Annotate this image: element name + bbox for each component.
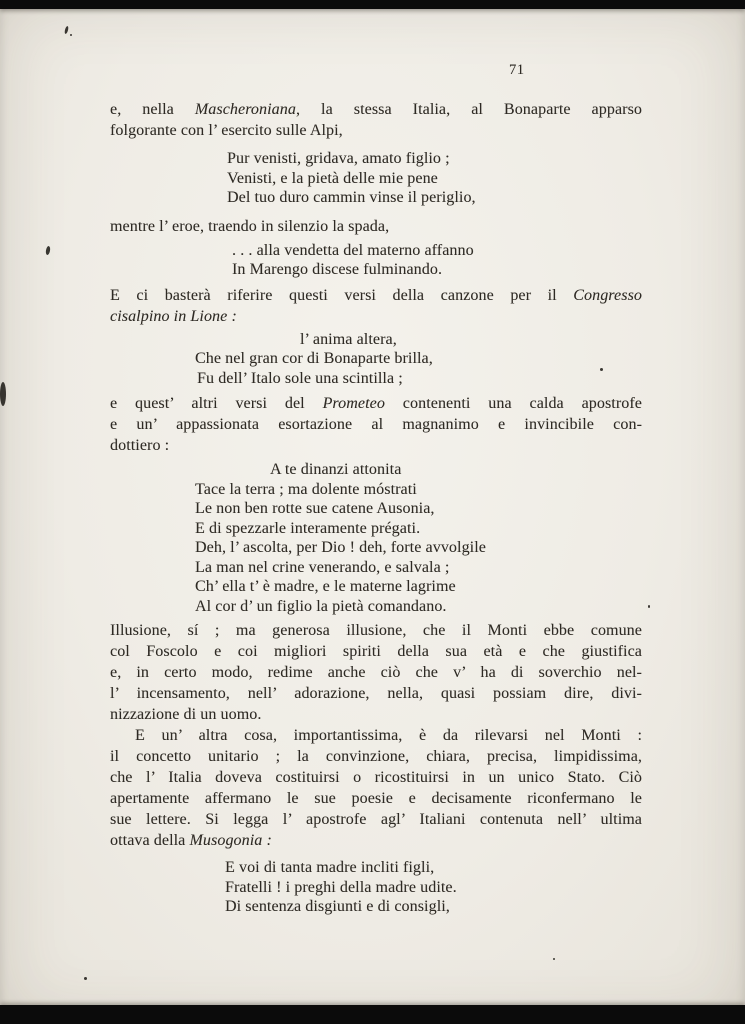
text-run: E un’ altra cosa, importantissima, è da rilevarsi nel Monti : xyxy=(135,727,642,744)
verse-line: Venisti, e la pietà delle mie pene xyxy=(227,169,438,187)
text-run: ottava della xyxy=(110,832,190,849)
text-run: che l’ Italia doveva costituirsi o ricostituirsi in un unico Stato. Ciò xyxy=(110,769,642,786)
verse-line: E voi di tanta madre incliti figli, xyxy=(225,859,435,876)
text-run: nizzazione di un uomo. xyxy=(110,706,262,723)
text-line xyxy=(110,620,642,641)
text-line xyxy=(110,414,642,435)
prose-paragraph xyxy=(110,620,642,725)
verse-line: Fu dell’ Italo sole una scintilla ; xyxy=(197,369,403,387)
verse-block xyxy=(110,241,642,280)
text-run: apertamente affermano le sue poesie e decisamente riconfermano le xyxy=(110,790,642,807)
scan-speck xyxy=(84,977,87,980)
verse-line: E di spezzarle interamente prégati. xyxy=(195,519,421,537)
verse-line: A te dinanzi attonita xyxy=(270,461,402,478)
prose-paragraph xyxy=(110,725,642,851)
scan-speck xyxy=(648,605,650,608)
text-line xyxy=(110,683,642,704)
text-line xyxy=(110,704,642,725)
verse-line: Deh, l’ ascolta, per Dio ! deh, forte avvolgile xyxy=(195,539,486,556)
text-run: Illusione, sí ; ma generosa illusione, che il Monti ebbe comune xyxy=(110,622,642,639)
verse-line: Di sentenza disgiunti e di consigli, xyxy=(225,898,450,915)
verse-line: La man nel crine venerando, e salvala ; xyxy=(195,558,450,576)
text-line xyxy=(110,285,642,306)
verse-line: In Marengo discese fulminando. xyxy=(232,261,443,278)
text-run: folgorante con l’ esercito sulle Alpi, xyxy=(110,122,343,139)
scan-speck xyxy=(553,958,555,960)
text-line xyxy=(110,306,642,327)
text-line xyxy=(110,662,642,683)
scan-speck xyxy=(45,246,51,256)
scan-speck xyxy=(70,34,72,36)
italic-title: Congresso xyxy=(573,286,642,304)
verse-block xyxy=(110,330,642,389)
verse-block xyxy=(110,460,642,616)
prose-paragraph xyxy=(110,99,642,141)
scan-speck xyxy=(64,26,69,35)
verse-line: Tace la terra ; ma dolente móstrati xyxy=(195,480,417,498)
text-run: l’ incensamento, nell’ adorazione, nella, quasi possiam dire, divi- xyxy=(110,685,642,702)
text-line xyxy=(110,725,642,746)
text-run: e quest’ altri versi del xyxy=(110,395,323,412)
text-line xyxy=(110,435,642,456)
page-text xyxy=(110,99,642,917)
verse-block xyxy=(110,858,642,917)
scan-speck xyxy=(600,368,603,371)
text-line xyxy=(110,746,642,767)
verse-line: Al cor d’ un figlio la pietà comandano. xyxy=(195,597,447,615)
text-line xyxy=(110,788,642,809)
text-line xyxy=(110,393,642,414)
verse-line: Le non ben rotte sue catene Ausonia, xyxy=(195,500,435,517)
text-run: sue lettere. Si legga l’ apostrofe agl’ Italiani contenuta nell’ ultima xyxy=(110,811,642,828)
prose-paragraph xyxy=(110,216,642,237)
text-run: E ci basterà riferire questi versi della canzone per il xyxy=(110,286,574,304)
text-line xyxy=(110,641,642,662)
verse-line: Del tuo duro cammin vinse il periglio, xyxy=(227,189,476,206)
italic-title: cisalpino in Lione : xyxy=(110,307,237,325)
verse-line: Che nel gran cor di Bonaparte brilla, xyxy=(195,350,433,367)
verse-block xyxy=(110,149,642,208)
italic-title: Prometeo xyxy=(322,395,385,412)
text-line xyxy=(110,767,642,788)
prose-paragraph xyxy=(110,285,642,327)
text-line xyxy=(110,120,642,141)
text-run: e, in certo modo, redime anche ciò che v’ ha di soverchio nel- xyxy=(110,664,642,681)
prose-paragraph xyxy=(110,393,642,456)
italic-title: Mascheroniana xyxy=(194,101,296,118)
italic-title: Musogonia : xyxy=(189,832,272,849)
scan-edge-top xyxy=(0,0,745,9)
verse-line: Ch’ ella t’ è madre, e le materne lagrime xyxy=(195,578,456,595)
text-line xyxy=(110,809,642,830)
scan-edge-bottom xyxy=(0,1005,745,1024)
scan-speck xyxy=(0,382,6,406)
verse-line: l’ anima altera, xyxy=(300,330,397,348)
text-run: contenenti una calda apostrofe xyxy=(384,395,643,412)
text-line xyxy=(110,830,642,851)
text-line xyxy=(110,99,642,120)
verse-line: Pur venisti, gridava, amato figlio ; xyxy=(227,150,450,167)
text-run: e un’ appassionata esortazione al magnanimo e invincibile con- xyxy=(110,416,642,433)
text-run: col Foscolo e coi migliori spiriti della sua età e che giustifica xyxy=(110,643,642,660)
text-run: il concetto unitario ; la convinzione, chiara, precisa, limpidissima, xyxy=(110,748,642,765)
verse-line: . . . alla vendetta del materno affanno xyxy=(232,241,474,259)
verse-line: Fratelli ! i preghi della madre udite. xyxy=(225,878,457,896)
text-run: mentre l’ eroe, traendo in silenzio la spada, xyxy=(110,217,390,235)
text-run: e, nella xyxy=(110,101,195,118)
text-run: , la stessa Italia, al Bonaparte apparso xyxy=(295,101,642,118)
text-line xyxy=(110,216,642,237)
text-run: dottiero : xyxy=(110,437,170,454)
page-number: 71 xyxy=(509,62,525,78)
